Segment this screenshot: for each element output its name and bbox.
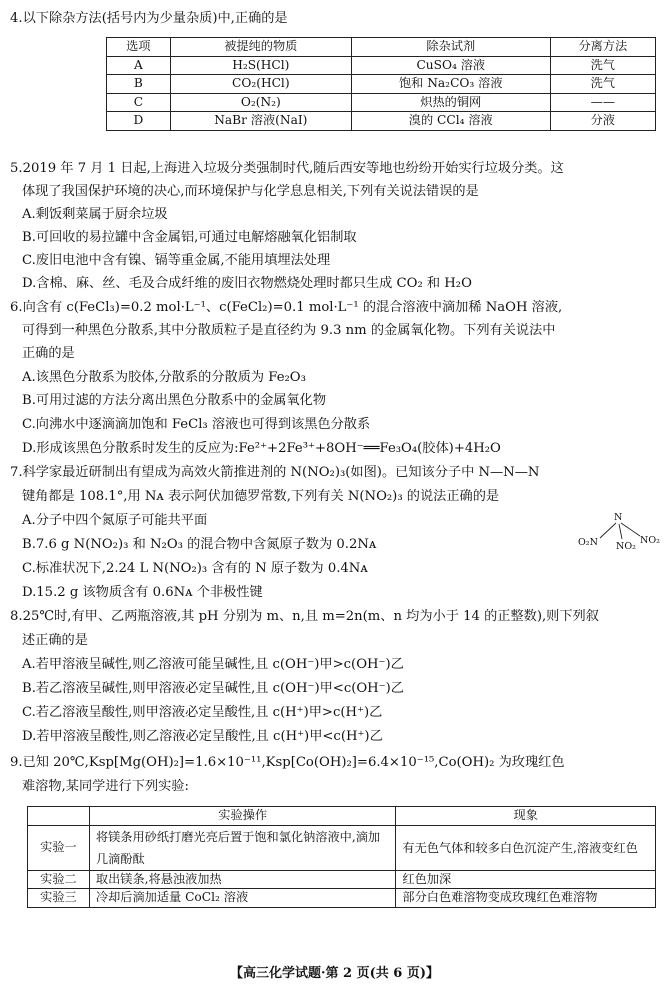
q6-option-c: C.向沸水中逐滴滴加饱和 FeCl₃ 溶液也可得到该黑色分散系 bbox=[22, 417, 371, 432]
q5-option-a: A.剩饭剩菜属于厨余垃圾 bbox=[22, 207, 168, 222]
table-header bbox=[28, 807, 90, 826]
q7-stem-line2: 键角都是 108.1°,用 Nᴀ 表示阿伏加德罗常数,下列有关 N(NO₂)₃ 的说法正确的是 bbox=[22, 489, 500, 504]
q4-stem: 4.以下除杂方法(括号内为少量杂质)中,正确的是 bbox=[10, 11, 288, 26]
q8-option-d: D.若甲溶液呈酸性,则乙溶液必定呈酸性,且 c(H⁺)甲<c(H⁺)乙 bbox=[22, 729, 383, 744]
q5-stem-line2: 体现了我国保护环境的决心,而环境保护与化学息息相关,下列有关说法错误的是 bbox=[22, 184, 479, 199]
q7-option-a: A.分子中四个氮原子可能共平面 bbox=[22, 513, 208, 528]
table-cell: 溴的 CCl₄ 溶液 bbox=[351, 112, 550, 131]
table-cell: B bbox=[107, 75, 171, 94]
table-row bbox=[107, 93, 656, 112]
table-cell: 红色加深 bbox=[396, 870, 656, 889]
q9-stem-line1: 9.已知 20℃,Ksp[Mg(OH)₂]=1.6×10⁻¹¹,Ksp[Co(OH)₂]=6.4×10⁻¹⁵,Co(OH)₂ 为玫瑰红色 bbox=[10, 755, 565, 770]
table-header: 选项 bbox=[107, 38, 171, 57]
table-cell: O₂(N₂) bbox=[170, 93, 351, 112]
table-cell: NaBr 溶液(NaI) bbox=[170, 112, 351, 131]
q5-option-d: D.含棉、麻、丝、毛及合成纤维的废旧衣物燃烧处理时都只生成 CO₂ 和 H₂O bbox=[22, 276, 472, 291]
q5-stem-line1: 5.2019 年 7 月 1 日起,上海进入垃圾分类强制时代,随后西安等地也纷纷开始实行垃圾分类。这 bbox=[10, 161, 564, 176]
table-cell: 有无色气体和较多白色沉淀产生,溶液变红色 bbox=[396, 825, 656, 870]
q8-option-c: C.若乙溶液呈酸性,则甲溶液必定呈酸性,且 c(H⁺)甲>c(H⁺)乙 bbox=[22, 705, 383, 720]
q6-stem-line2: 可得到一种黑色分散系,其中分散质粒子是直径约为 9.3 nm 的金属氧化物。下列有关说法中 bbox=[22, 323, 556, 338]
q5-option-c: C.废旧电池中含有镍、镉等重金属,不能用填埋法处理 bbox=[22, 253, 331, 268]
q7-option-d: D.15.2 g 该物质含有 0.6Nᴀ 个非极性键 bbox=[22, 585, 263, 600]
table-cell: 取出镁条,将悬浊液加热 bbox=[89, 870, 396, 889]
table-cell: 实验二 bbox=[28, 870, 90, 889]
table-cell: CO₂(HCl) bbox=[170, 75, 351, 94]
q6-option-b: B.可用过滤的方法分离出黑色分散系中的金属氧化物 bbox=[22, 393, 327, 408]
table-row bbox=[28, 825, 656, 870]
q6-stem-line3: 正确的是 bbox=[22, 346, 75, 361]
molecule-right-group: NO₂ bbox=[640, 535, 660, 546]
molecule-diagram bbox=[578, 512, 660, 552]
molecule-left-group: O₂N bbox=[578, 537, 598, 548]
molecule-center-n: N bbox=[614, 512, 623, 523]
q8-stem-line1: 8.25℃时,有甲、乙两瓶溶液,其 pH 分别为 m、n,且 m=2n(m、n 均为小于 14 的正整数),则下列叙 bbox=[10, 609, 599, 624]
table-cell: 洗气 bbox=[550, 75, 655, 94]
table-header: 分离方法 bbox=[550, 38, 655, 57]
table-row bbox=[107, 56, 656, 75]
table-cell: 饱和 Na₂CO₃ 溶液 bbox=[351, 75, 550, 94]
table-header: 实验操作 bbox=[89, 807, 396, 826]
q8-stem-line2: 述正确的是 bbox=[22, 633, 88, 648]
q7-stem-line1: 7.科学家最近研制出有望成为高效火箭推进剂的 N(NO₂)₃(如图)。已知该分子中 N—N—N bbox=[10, 465, 540, 480]
table-cell: D bbox=[107, 112, 171, 131]
table-header: 现象 bbox=[396, 807, 656, 826]
table-cell: 将镁条用砂纸打磨光亮后置于饱和氯化钠溶液中,滴加几滴酚酞 bbox=[89, 825, 396, 870]
table-cell: C bbox=[107, 93, 171, 112]
table-cell: H₂S(HCl) bbox=[170, 56, 351, 75]
table-row bbox=[107, 112, 656, 131]
table-header: 被提纯的物质 bbox=[170, 38, 351, 57]
table-header: 除杂试剂 bbox=[351, 38, 550, 57]
table-cell: 部分白色难溶物变成玫瑰红色难溶物 bbox=[396, 889, 656, 908]
table-cell: 实验三 bbox=[28, 889, 90, 908]
molecule-mid-group: NO₂ bbox=[616, 541, 636, 552]
q9-stem-line2: 难溶物,某同学进行下列实验: bbox=[22, 779, 189, 794]
q5-option-b: B.可回收的易拉罐中含金属铝,可通过电解熔融氧化铝制取 bbox=[22, 230, 357, 245]
table-cell: 炽热的铜网 bbox=[351, 93, 550, 112]
q4-table bbox=[106, 37, 656, 131]
q9-table bbox=[27, 806, 656, 908]
table-header-row bbox=[107, 38, 656, 57]
table-cell: 洗气 bbox=[550, 56, 655, 75]
q8-option-a: A.若甲溶液呈碱性,则乙溶液可能呈碱性,且 c(OH⁻)甲>c(OH⁻)乙 bbox=[22, 657, 404, 672]
table-row bbox=[28, 889, 656, 908]
q7-option-b: B.7.6 g N(NO₂)₃ 和 N₂O₃ 的混合物中含氮原子数为 0.2Nᴀ bbox=[22, 537, 377, 552]
q6-option-a: A.该黑色分散系为胶体,分散系的分散质为 Fe₂O₃ bbox=[22, 370, 306, 385]
table-cell: A bbox=[107, 56, 171, 75]
q8-option-b: B.若乙溶液呈碱性,则甲溶液必定呈碱性,且 c(OH⁻)甲<c(OH⁻)乙 bbox=[22, 681, 404, 696]
q6-option-d: D.形成该黑色分散系时发生的反应为:Fe²⁺+2Fe³⁺+8OH⁻══Fe₃O₄(胶体)+4H₂O bbox=[22, 441, 501, 456]
table-cell: 冷却后滴加适量 CoCl₂ 溶液 bbox=[89, 889, 396, 908]
table-cell: —— bbox=[550, 93, 655, 112]
page-footer: 【高三化学试题·第 2 页(共 6 页)】 bbox=[229, 966, 440, 981]
q7-option-c: C.标准状况下,2.24 L N(NO₂)₃ 含有的 N 原子数为 0.4Nᴀ bbox=[22, 561, 368, 576]
table-cell: CuSO₄ 溶液 bbox=[351, 56, 550, 75]
table-row bbox=[107, 75, 656, 94]
q6-stem-line1: 6.向含有 c(FeCl₃)=0.2 mol·L⁻¹、c(FeCl₂)=0.1 mol·L⁻¹ 的混合溶液中滴加稀 NaOH 溶液, bbox=[10, 300, 563, 315]
table-row bbox=[28, 870, 656, 889]
table-cell: 分液 bbox=[550, 112, 655, 131]
table-header-row bbox=[28, 807, 656, 826]
table-cell: 实验一 bbox=[28, 825, 90, 870]
